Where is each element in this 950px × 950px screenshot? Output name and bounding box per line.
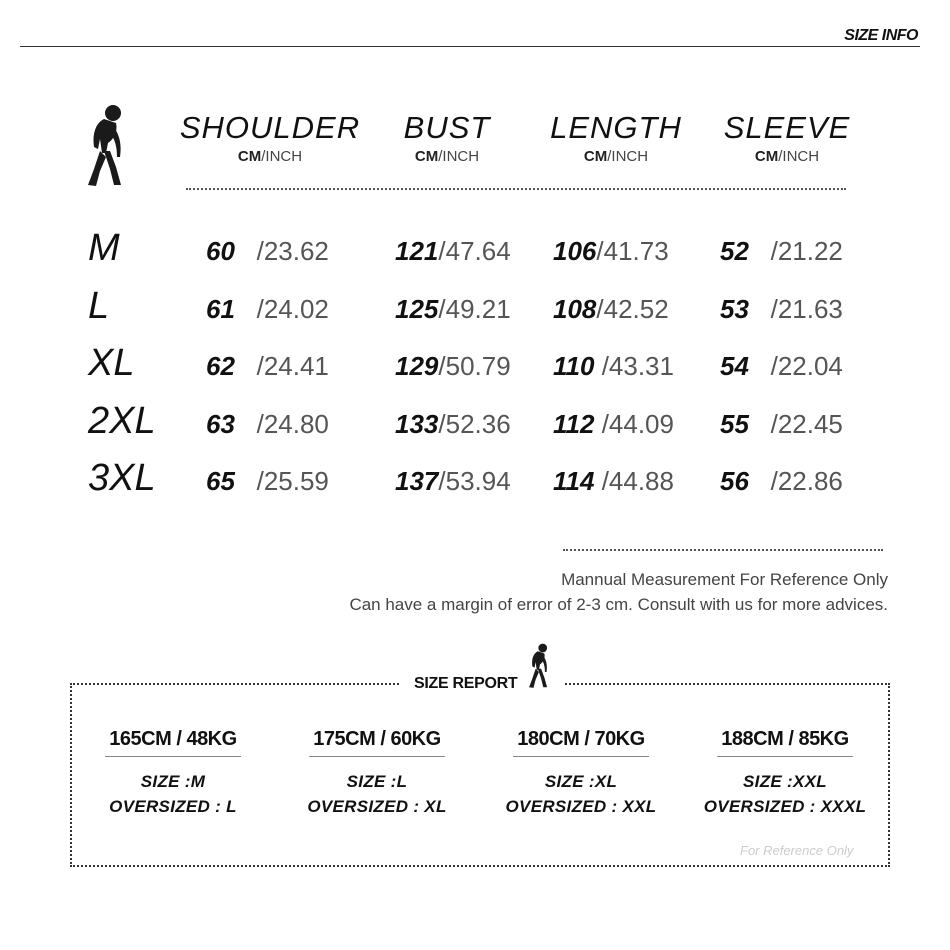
report-size-text: SIZE :XXL OVERSIZED : XXXL: [703, 772, 867, 816]
size-label-3xl: 3XL: [88, 457, 156, 499]
report-item-180: [481, 726, 681, 819]
column-name: SHOULDER: [179, 110, 361, 145]
size-label-xl: XL: [88, 342, 135, 384]
table-cell: 52 /21.22: [720, 236, 843, 266]
size-label-m: M: [88, 227, 120, 269]
column-unit: CM/INCH: [583, 148, 649, 165]
table-cell: 62 /24.41: [206, 351, 329, 381]
size-report-title: SIZE REPORT: [414, 675, 518, 692]
table-cell: 61 /24.02: [206, 294, 329, 324]
column-name: LENGTH: [550, 110, 682, 145]
walking-figure-icon: [86, 103, 130, 189]
report-height-weight: 180CM / 70KG: [517, 728, 645, 750]
table-cell: 56 /22.86: [720, 466, 843, 496]
report-item-165: [73, 726, 273, 819]
table-cell: 60 /23.62: [206, 236, 329, 266]
table-cell: 53 /21.63: [720, 294, 843, 324]
header-dotted-divider: [186, 188, 846, 190]
table-cell: 112 /44.09: [553, 409, 674, 439]
report-size-text: SIZE :M OVERSIZED : L: [109, 772, 237, 816]
report-height-weight: 165CM / 48KG: [109, 728, 237, 750]
column-header-length: [521, 110, 711, 168]
column-unit: CM/INCH: [237, 148, 303, 165]
report-underline: [309, 756, 445, 757]
column-header-bust: [352, 110, 542, 168]
report-underline: [513, 756, 649, 757]
report-height-weight: 188CM / 85KG: [721, 728, 849, 750]
table-cell: 114 /44.88: [553, 466, 674, 496]
table-cell: 121/47.64: [395, 236, 511, 266]
page-title: SIZE INFO: [844, 27, 918, 44]
table-cell: 129/50.79: [395, 351, 511, 381]
notes-dotted-divider: [563, 549, 883, 551]
column-header-sleeve: [692, 110, 882, 168]
table-cell: 125/49.21: [395, 294, 511, 324]
report-size-text: SIZE :L OVERSIZED : XL: [307, 772, 447, 816]
report-item-175: [277, 726, 477, 819]
report-item-188: [685, 726, 885, 819]
column-name: BUST: [403, 110, 491, 145]
table-cell: 133/52.36: [395, 409, 511, 439]
report-height-weight: 175CM / 60KG: [313, 728, 441, 750]
column-unit: CM/INCH: [754, 148, 820, 165]
walking-figure-icon: [528, 642, 552, 690]
table-cell: 110 /43.31: [553, 351, 674, 381]
report-underline: [105, 756, 241, 757]
table-cell: 65 /25.59: [206, 466, 329, 496]
measurement-note: Mannual Measurement For Reference Only: [561, 570, 888, 589]
size-label-l: L: [88, 285, 110, 327]
column-unit: CM/INCH: [414, 148, 480, 165]
reference-footnote: For Reference Only: [740, 843, 854, 858]
report-underline: [717, 756, 853, 757]
table-cell: 137/53.94: [395, 466, 511, 496]
column-header-shoulder: [175, 110, 365, 168]
table-cell: 63 /24.80: [206, 409, 329, 439]
table-cell: 55 /22.45: [720, 409, 843, 439]
table-cell: 108/42.52: [553, 294, 669, 324]
table-cell: 106/41.73: [553, 236, 669, 266]
header-divider: [20, 46, 920, 47]
margin-note: Can have a margin of error of 2-3 cm. Consult with us for more advices.: [349, 595, 888, 614]
table-cell: 54 /22.04: [720, 351, 843, 381]
column-name: SLEEVE: [723, 110, 851, 145]
report-size-text: SIZE :XL OVERSIZED : XXL: [505, 772, 657, 816]
size-label-2xl: 2XL: [88, 400, 156, 442]
